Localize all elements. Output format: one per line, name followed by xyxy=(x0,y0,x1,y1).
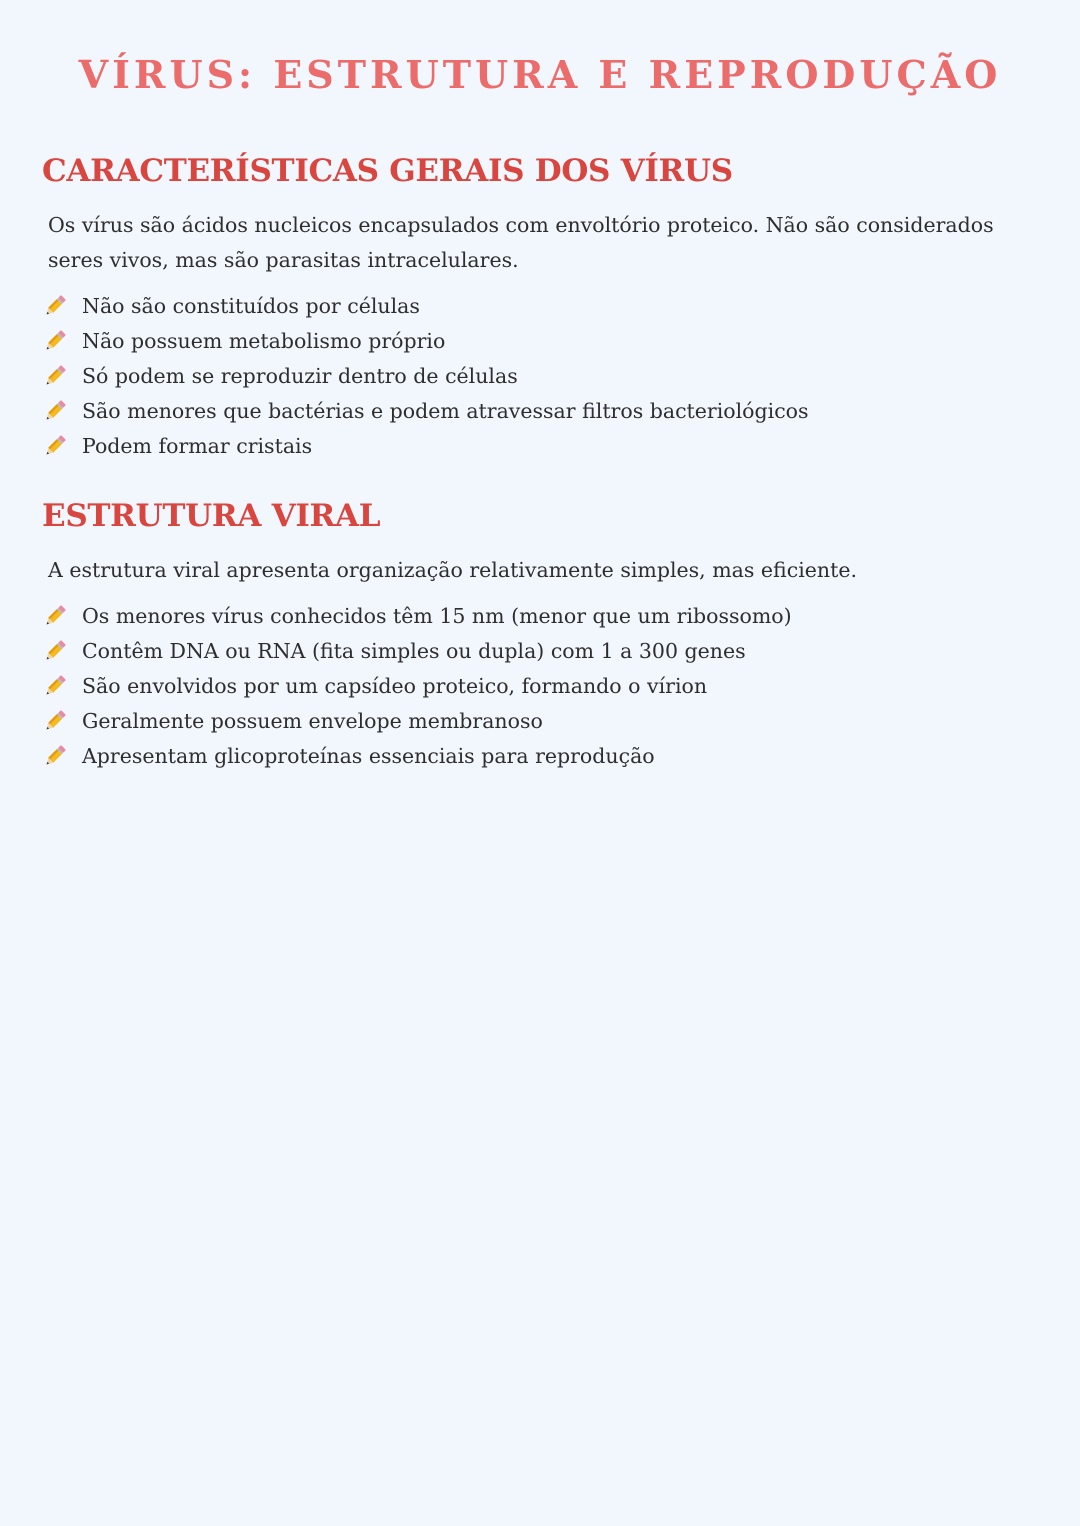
list-item-text: Geralmente possuem envelope membranoso xyxy=(82,708,543,733)
pencil-icon xyxy=(42,363,68,389)
bullet-list xyxy=(42,289,1042,463)
list-item xyxy=(42,669,1042,704)
pencil-icon xyxy=(42,433,68,459)
list-item-text: São menores que bactérias e podem atravessar filtros bacteriológicos xyxy=(82,398,809,423)
pencil-icon xyxy=(42,638,68,664)
list-item xyxy=(42,428,1042,463)
list-item-text: Os menores vírus conhecidos têm 15 nm (menor que um ribossomo) xyxy=(82,604,792,629)
document-title: VÍRUS: ESTRUTURA E REPRODUÇÃO xyxy=(78,52,1002,97)
list-item-text: Só podem se reproduzir dentro de células xyxy=(82,363,518,388)
section-heading: ESTRUTURA VIRAL xyxy=(42,498,381,534)
list-item xyxy=(42,738,1042,773)
list-item-text: Apresentam glicoproteínas essenciais para reprodução xyxy=(82,743,655,768)
section-heading: CARACTERÍSTICAS GERAIS DOS VÍRUS xyxy=(42,153,733,189)
pencil-icon xyxy=(42,673,68,699)
list-item xyxy=(42,703,1042,738)
list-item xyxy=(42,393,1042,428)
pencil-icon xyxy=(42,603,68,629)
pencil-icon xyxy=(42,743,68,769)
pencil-icon xyxy=(42,328,68,354)
pencil-icon xyxy=(42,398,68,424)
pencil-icon xyxy=(42,708,68,734)
section-viral-structure xyxy=(42,497,1042,773)
section-intro: Os vírus são ácidos nucleicos encapsulados com envoltório proteico. Não são considerados seres vivos, mas são parasitas intracelulares. xyxy=(48,213,994,272)
bullet-list xyxy=(42,599,1042,773)
list-item-text: Podem formar cristais xyxy=(82,433,313,458)
list-item xyxy=(42,634,1042,669)
section-intro: A estrutura viral apresenta organização relativamente simples, mas eficiente. xyxy=(48,558,857,582)
list-item-text: Contêm DNA ou RNA (fita simples ou dupla) com 1 a 300 genes xyxy=(82,639,746,664)
list-item-text: São envolvidos por um capsídeo proteico, formando o vírion xyxy=(82,673,708,698)
list-item-text: Não possuem metabolismo próprio xyxy=(82,329,446,354)
list-item xyxy=(42,359,1042,394)
list-item-text: Não são constituídos por células xyxy=(82,294,420,319)
section-general-characteristics xyxy=(42,152,1042,463)
list-item xyxy=(42,599,1042,634)
list-item xyxy=(42,324,1042,359)
list-item xyxy=(42,289,1042,324)
pencil-icon xyxy=(42,293,68,319)
